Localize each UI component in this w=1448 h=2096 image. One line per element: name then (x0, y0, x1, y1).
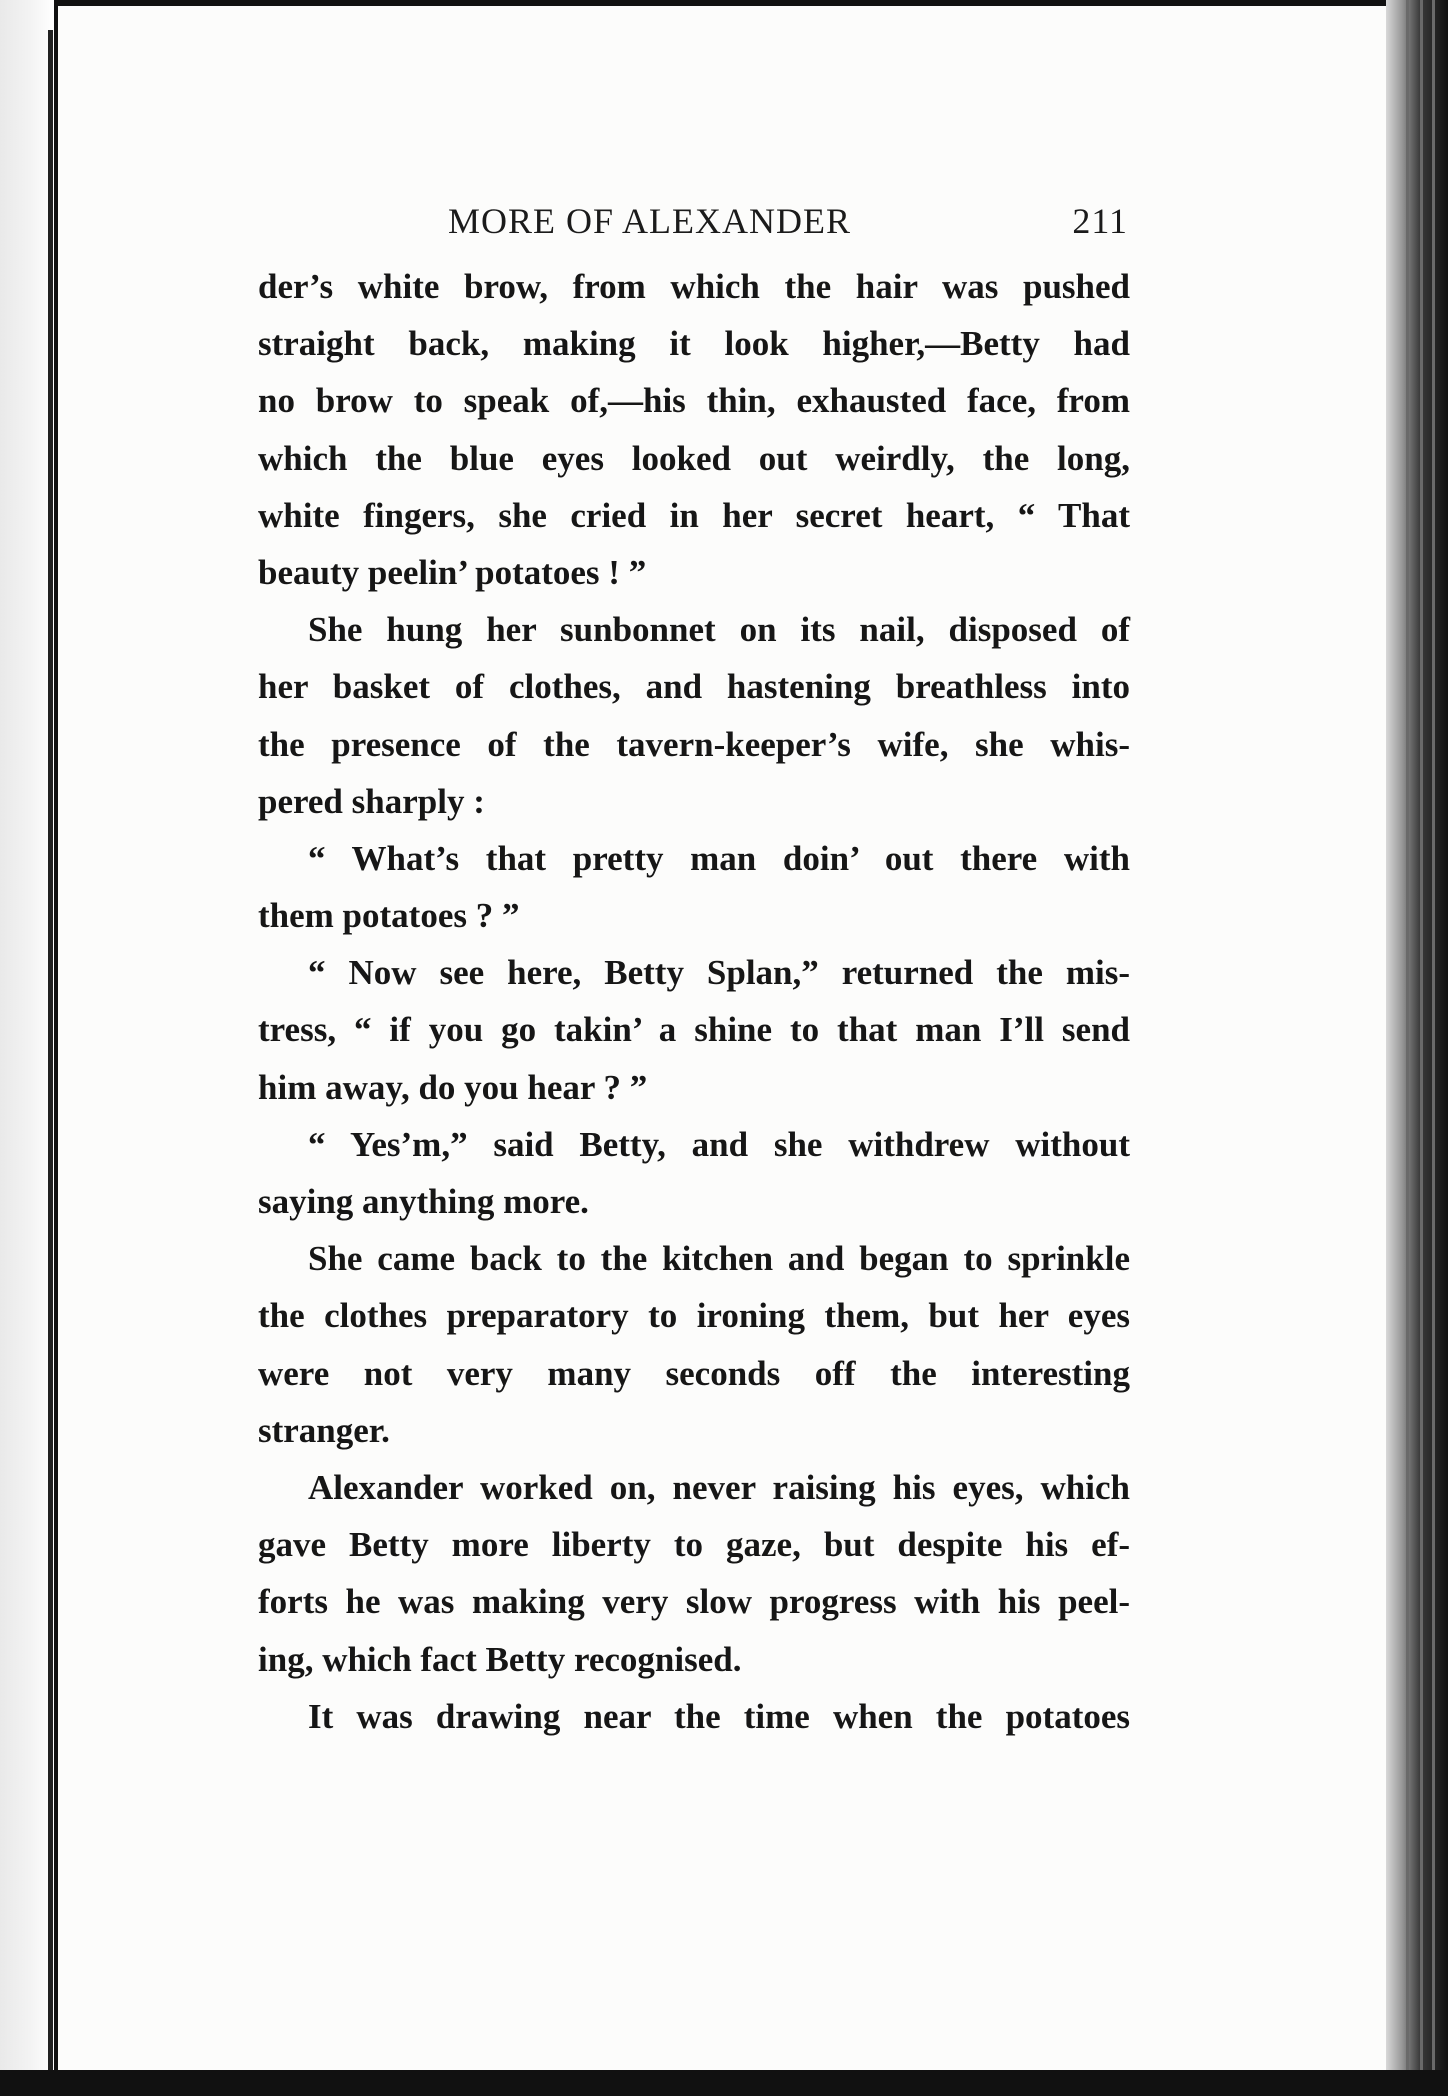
spine-line (48, 30, 53, 2070)
text-line: “ Now see here, Betty Splan,” returned the mis- (308, 953, 1130, 993)
text-line: gave Betty more liberty to gaze, but despite his ef- (258, 1525, 1130, 1565)
left-page-edge (0, 0, 54, 2096)
text-line: It was drawing near the time when the potatoes (308, 1696, 1130, 1736)
text-line: stranger. (258, 1410, 390, 1450)
text-line: She hung her sunbonnet on its nail, disposed of (308, 610, 1130, 650)
edge-stripe (1420, 0, 1423, 2096)
text-line: forts he was making very slow progress with his peel- (258, 1582, 1130, 1622)
text-line: were not very many seconds off the interesting (258, 1353, 1130, 1393)
text-line: him away, do you hear ? ” (258, 1067, 648, 1107)
text-line: “ Yes’m,” said Betty, and she withdrew without (308, 1124, 1130, 1164)
edge-stripe (1432, 0, 1435, 2096)
right-page-edge (1386, 0, 1448, 2096)
text-line: which the blue eyes looked out weirdly, the long, (258, 438, 1130, 478)
text-line: pered sharply : (258, 781, 485, 821)
text-line: She came back to the kitchen and began to sprinkle (308, 1239, 1130, 1279)
text-line: the presence of the tavern-keeper’s wife, she whis- (258, 724, 1130, 764)
page-number: 211 (1072, 201, 1128, 241)
text-line: them potatoes ? ” (258, 896, 520, 936)
text-line: “ What’s that pretty man doin’ out there with (308, 838, 1130, 878)
text-line: saying anything more. (258, 1182, 589, 1221)
bottom-edge (0, 2070, 1448, 2096)
text-line: her basket of clothes, and hastening breathless into (258, 667, 1130, 707)
edge-stripe (1406, 0, 1409, 2096)
text-line: Alexander worked on, never raising his eyes, which (308, 1467, 1130, 1507)
body-text (258, 258, 1130, 1745)
text-line: beauty peelin’ potatoes ! ” (258, 552, 647, 592)
text-line: the clothes preparatory to ironing them, but her eyes (258, 1296, 1130, 1336)
running-head-title: MORE OF ALEXANDER (448, 201, 852, 241)
running-head (258, 200, 1128, 260)
text-line: no brow to speak of,—his thin, exhausted face, from (258, 381, 1130, 421)
text-line: der’s white brow, from which the hair was pushed (258, 267, 1130, 306)
text-line: white fingers, she cried in her secret heart, “ That (258, 495, 1130, 535)
text-line: straight back, making it look higher,—Betty had (258, 324, 1130, 364)
text-line: ing, which fact Betty recognised. (258, 1639, 742, 1679)
text-line: tress, “ if you go takin’ a shine to that man I’ll send (258, 1010, 1130, 1050)
